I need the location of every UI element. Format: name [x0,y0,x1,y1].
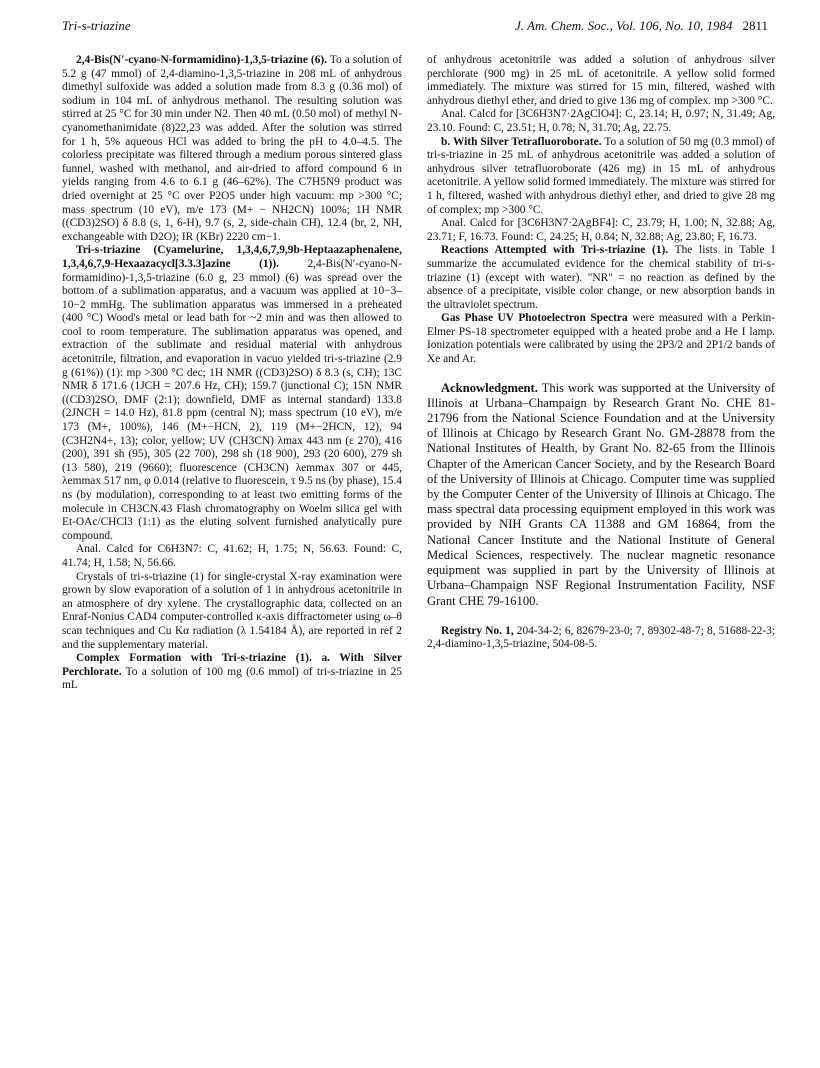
paragraph-text: Crystals of tri-s-triazine (1) for single-crystal X-ray examination were grown by slow evaporation of a solution of 1 in anhydrous acetonitrile in an atmosphere of dry xylene. The crystallographic data, collected on an Enraf-Nonius CAD4 computer-controlled κ-axis diffractometer using ω–θ scan techniques and Cu Kα radiation (λ 1.54184 Å), are reported in ref 2 and the supplementary material. [62,570,402,651]
acknowledgment-heading: Acknowledgment. [441,380,538,395]
paragraph-text: To a solution of 100 mg (0.6 mmol) of tri-s-triazine in 25 mL [62,665,402,692]
right-column [427,54,775,652]
paragraph-text: Anal. Calcd for C6H3N7: C, 41.62; H, 1.75; N, 56.63. Found: C, 41.74; H, 1.58; N, 56.66. [62,543,402,569]
paragraph [62,54,402,244]
paragraph [427,54,775,108]
paragraph-text: To a solution of 5.2 g (47 mmol) of 2,4-diamino-1,3,5-triazine in 208 mL of anhydrous dimethyl sulfoxide was added a solution made from 8.3 g (0.36 mol) of sodium in 104 mL of anhydrous methanol. The resulting solution was stirred at 25 °C for 30 min under N2. Then 40 mL (0.50 mol) of methyl N-cyanomethanimidate (8)22,23 was added. After the solution was stirred for 1 h, 5% aqueous HCl was added to bring the pH to 4.0–4.5. The colorless precipitate was filtered through a medium porous sintered glass funnel, washed with methanol, and air-dried to afford compound 6 in yields ranging from 4.6 to 6.1 g (46–62%). The C7H5N9 product was dried overnight at 25 °C over P2O5 under high vacuum: mp >300 °C; mass spectrum (10 eV), m/e 173 (M+ − NH2CN) 100%; 1H NMR ((CD3)2SO) δ 8.8 (s, 1, 6-H), 9.7 (s, 2, side-chain CH), 12.4 (br, 2, NH, exchangeable with D2O); IR (KBr) 2220 cm−1. [62,54,402,243]
page-number: 2811 [742,18,768,33]
paragraph-heading: 2,4-Bis(N′-cyano-N-formamidino)-1,3,5-triazine (6). [76,54,328,66]
paragraph [427,108,775,135]
running-header [62,18,768,40]
running-title: Tri-s-triazine [62,18,131,33]
paragraph-text: 2,4-Bis(N′-cyano-N-formamidino)-1,3,5-triazine (6.0 g, 23 mmol) (6) was spread over the bottom of a sublimation apparatus, and a vacuum was applied at 10−3–10−2 mmHg. The sublimation apparatus was immersed in a preheated (400 °C) Wood's metal or lead bath for ~2 min and was then allowed to cool to room temperature. The sublimation apparatus was opened, and extraction of the sublimate and residual material with anhydrous acetonitrile, filtration, and evaporation in vacuo yielded tri-s-triazine (2.9 g (61%)) (1): mp >300 °C dec; 1H NMR ((CD3)2SO) δ 8.3 (s, CH); 13C NMR δ 171.6 (1JCH = 207.6 Hz, CH); 159.7 (junctional C); 15N NMR ((CD3)2SO, DMF (2:1); downfield, DMF as internal standard) 133.8 (2JNCH = 14.0 Hz), 81.8 ppm (central N); mass spectrum (10 eV), m/e 173 (M+, 100%), 146 (M+−HCN, 2), 119 (M+−2HCN, 12), 94 (C3H2N4+, 13); color, yellow; UV (CH3CN) λmax 443 nm (ε 270), 416 (200), 391 sh (95), 305 (22 700), 298 sh (18 900), 293 (20 600), 279 sh (13 580), 219 (9660); fluorescence (CH3CN) λemmax 307 or 445, λemmax 517 nm, φ 0.014 (relative to fluorescein, τ 9.5 ns (by phase), 15.4 ns (by modulation), corresponding to at least two emitting forms of the molecule in CH3CN.43 Flash chromatography on Woelm silica gel with Et-OAc/CHCl3 (1:1) as the eluting solvent furnished analytically pure compound. [62,257,403,542]
registry-text: 204-34-2; 6, 82679-23-0; 7, 89302-48-7; 8, 51688-22-3; 2,4-diamino-1,3,5-triazine, 504-08-5. [427,624,775,651]
paragraph-text: were measured with a Perkin-Elmer PS-18 spectrometer equipped with a heated probe and a He I lamp. Ionization potentials were calibrated by using the 2P3/2 and 2P1/2 bands of Xe and Ar. [427,312,775,366]
paragraph-heading: b. With Silver Tetrafluoroborate. [441,135,602,148]
acknowledgment [427,381,775,609]
paragraph [427,312,775,366]
paragraph-text: The lists in Table I summarize the accumulated evidence for the chemical stability of tri-s-triazine (1) (except with water). "NR" = no reaction as defined by the absence of a precipitate, visible color change, or new absorption bands in the ultraviolet spectrum. [427,244,776,311]
registry-heading: Registry No. 1, [441,624,514,637]
paragraph [427,217,775,244]
paragraph-text: Anal. Calcd for [3C6H3N7·2AgClO4]: C, 23.14; H, 0.97; N, 31.49; Ag, 23.10. Found: C, 23.51; H, 0.78; N, 31.70; Ag, 22.75. [427,108,775,134]
paragraph [62,571,402,653]
paragraph [62,652,402,693]
paragraph-text: of anhydrous acetonitrile was added a solution of anhydrous silver perchlorate (900 mg) in 25 mL of acetonitrile. A yellow solid formed immediately. The mixture was stirred for 15 min, filtered, washed with anhydrous diethyl ether, and dried to give 136 mg of complex. mp >300 °C. [427,54,775,107]
registry-numbers [427,625,775,652]
paragraph [427,136,775,218]
acknowledgment-text: This work was supported at the University of Illinois at Urbana–Champaign by Research Grant No. CHE 81-21796 from the National Science Foundation and at the University of Illinois at Chicago by Research Grant No. GM-28878 from the National Institutes of Health, by Grant No. 82-65 from the Illinois Chapter of the American Cancer Society, and by the Research Board of the University of Illinois at Chicago. Computer time was supplied by the Computer Center of the University of Illinois at Chicago. The mass spectral data processing equipment employed in this work was provided by NIH Grants CA 11388 and GM 16864, from the National Cancer Institute and the National Institute of General Medical Sciences, respectively. The nuclear magnetic resonance equipment was supplied in part by the University of Illinois at Urbana–Champaign NSF Regional Instrumentation Facility, NSF Grant CHE 79-16100. [427,380,775,608]
paragraph-text: Anal. Calcd for [3C6H3N7·2AgBF4]: C, 23.79; H, 1.00; N, 32.88; Ag, 23.71; F, 16.73. Found: C, 24.25; H, 0.84; N, 32.88; Ag, 23.80; F, 16.73. [427,217,775,243]
paragraph-heading: Tri-s-triazine (Cyamelurine, 1,3,4,6,7,9,9b-Heptaazaphenalene, 1,3,4,6,7,9-Hexaazacycl[3.3.3]azine (1)). [62,244,402,270]
paragraph-text: To a solution of 50 mg (0.3 mmol) of tri-s-triazine in 25 mL of anhydrous acetonitrile was added a solution of anhydrous silver tetrafluoroborate (426 mg) in 15 mL of anhydrous acetonitrile. A yellow solid formed immediately. The mixture was stirred for 1 h, filtered, washed with anhydrous diethyl ether, and dried to give 28 mg of complex; mp >300 °C. [427,135,776,216]
journal-name: J. Am. Chem. Soc., Vol. 106, No. 10, 1984 [514,18,733,33]
paragraph [62,244,402,543]
paragraph-heading: Complex Formation with Tri-s-triazine (1). a. With Silver Perchlorate. [62,652,402,678]
paragraph [62,543,402,570]
paragraph [427,244,775,312]
left-column [62,54,402,693]
paragraph-heading: Reactions Attempted with Tri-s-triazine (1). [441,244,669,257]
paragraph-heading: Gas Phase UV Photoelectron Spectra [441,312,628,325]
journal-citation [515,18,768,34]
